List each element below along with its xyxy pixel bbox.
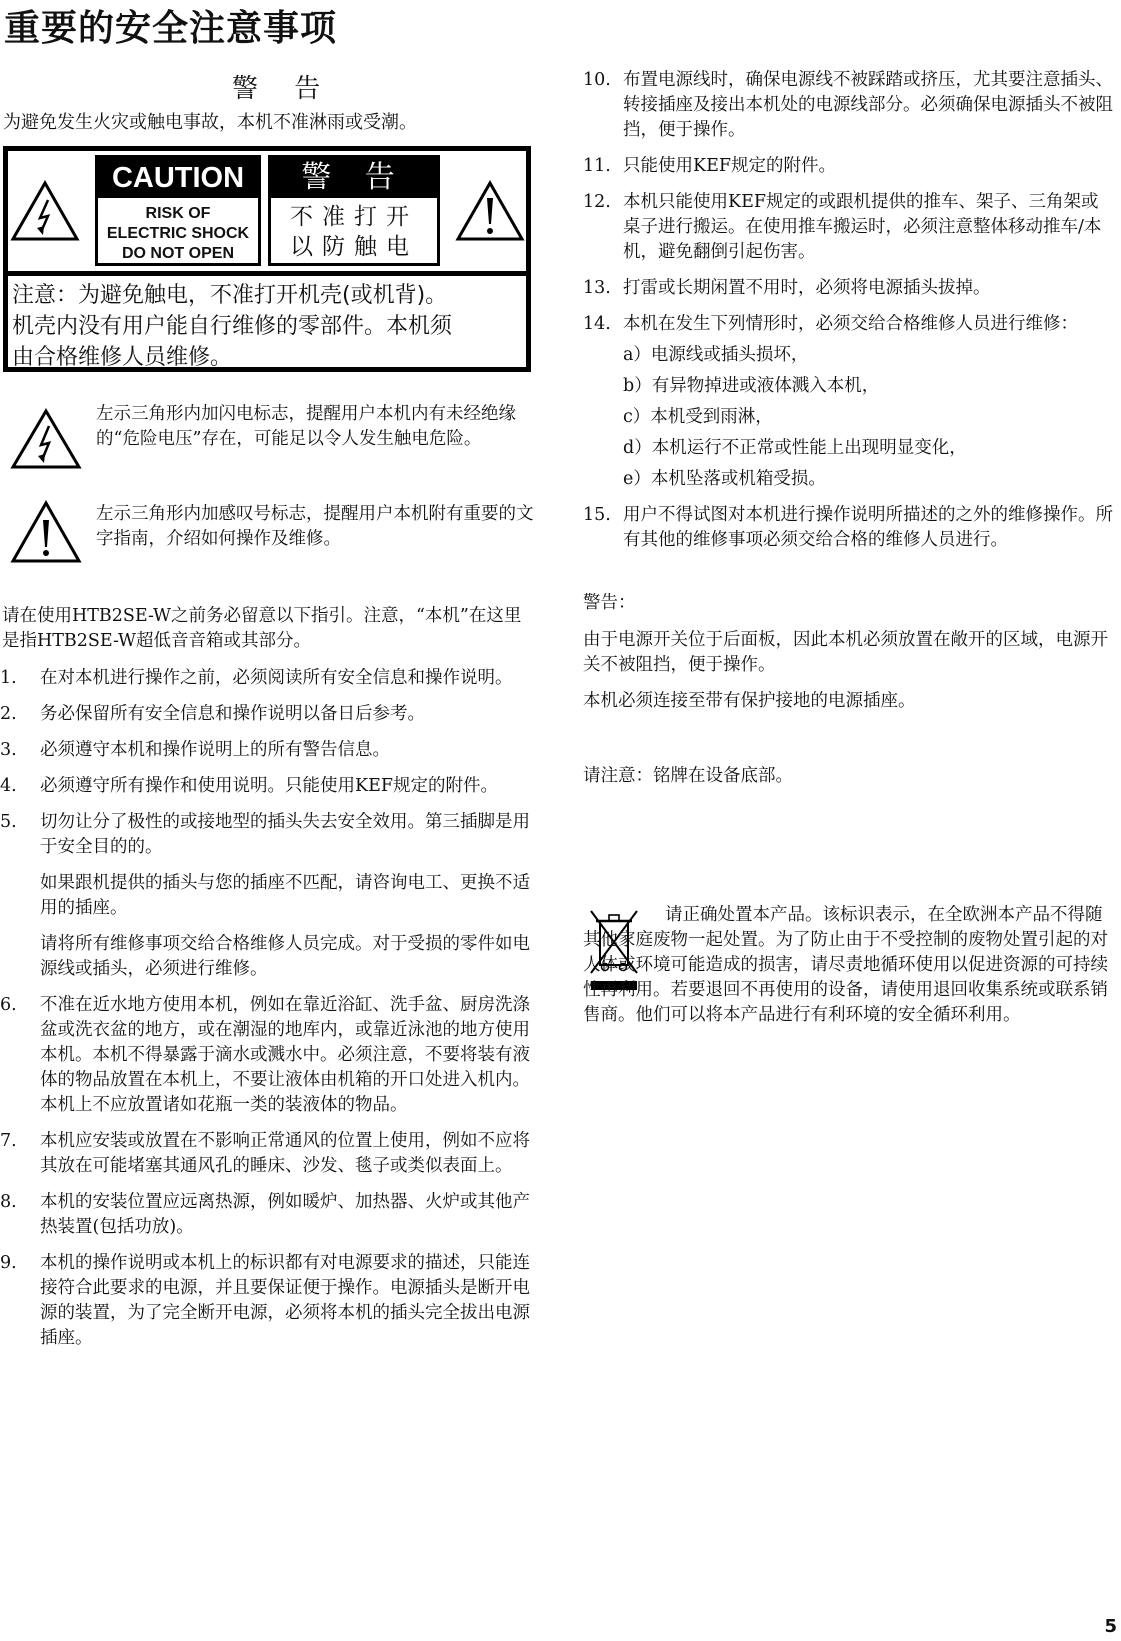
cn-warning-title: 警 告 [271, 158, 437, 198]
list-item [0, 666, 535, 691]
item-text: 必须遵守本机和操作说明上的所有警告信息。 [40, 740, 390, 760]
list-item [583, 190, 1113, 265]
item-text: 用户不得试图对本机进行操作说明所描述的之外的维修操作。所有其他的维修事项必须交给合格的维修人员进行。 [623, 505, 1113, 550]
left-column [0, 666, 535, 1362]
caution-divider [3, 271, 531, 276]
exclamation-symbol-text: 左示三角形内加感叹号标志，提醒用户本机附有重要的文字指南，介绍如何操作及维修。 [96, 504, 534, 549]
caution-label-title: CAUTION [98, 158, 258, 198]
list-item [583, 154, 1113, 179]
item-number: 2. [0, 704, 17, 724]
list-item [0, 1190, 535, 1240]
item-number: 4. [0, 776, 17, 796]
item-text: 本机应安装或放置在不影响正常通风的位置上使用，例如不应将其放在可能堵塞其通风孔的睡床、沙发、毯子或类似表面上。 [40, 1131, 530, 1176]
sub-item: a）电源线或插头损坏， [623, 345, 809, 365]
lightning-triangle-icon [10, 408, 82, 470]
caution-label [95, 155, 261, 266]
item-text: 本机只能使用KEF规定的或跟机提供的推车、架子、三角架或桌子进行搬运。在使用推车搬运时，必须注意整体移动推车/本机，避免翻倒引起伤害。 [623, 192, 1102, 262]
warning-heading: 警 告 [232, 74, 335, 104]
nameplate-note: 请注意：铭牌在设备底部。 [583, 766, 793, 786]
lightning-triangle-icon [10, 180, 80, 242]
intro-paragraph: 请在使用HTB2SE-W之前务必留意以下指引。注意，“本机”在这里是指HTB2SE-W超低音音箱或其部分。 [2, 606, 522, 651]
list-item [583, 312, 1113, 337]
exclamation-triangle-icon [455, 180, 525, 242]
item-number: 11. [583, 156, 611, 176]
item-text: 打雷或长期闲置不用时，必须将电源插头拔掉。 [623, 278, 991, 298]
list-item [0, 810, 535, 860]
list-item [0, 738, 535, 763]
sub-item: d）本机运行不正常或性能上出现明显变化， [623, 438, 967, 458]
cn-warning-line: 不准打开 [290, 204, 418, 230]
item-paragraph: 请将所有维修事项交给合格维修人员完成。对于受损的零件如电源线或插头，必须进行维修。 [40, 934, 530, 979]
sub-item: b）有异物掉进或液体溅入本机， [623, 376, 880, 396]
caution-note-line: 机壳内没有用户能自行维修的零部件。本机须 [12, 314, 453, 339]
warning-2-paragraph: 由于电源开关位于后面板，因此本机必须放置在敞开的区域，电源开关不被阻挡，便于操作。 [583, 630, 1108, 675]
list-item [583, 276, 1113, 301]
item-number: 12. [583, 192, 611, 212]
item-number: 6. [0, 995, 17, 1015]
page-number: 5 [1104, 1616, 1117, 1637]
item-number: 8. [0, 1192, 17, 1212]
warning-2-heading: 警告： [583, 593, 636, 613]
item-text: 切勿让分了极性的或接地型的插头失去安全效用。第三插脚是用于安全目的的。 [40, 812, 530, 857]
item-text: 不准在近水地方使用本机，例如在靠近浴缸、洗手盆、厨房洗涤盆或洗衣盆的地方，或在潮湿的地库内，或靠近泳池的地方使用本机。本机不得暴露于滴水或溅水中。必须注意，不要将装有液体的物品放置在本机上，不要让液体由机箱的开口处进入机内。本机上不应放置诸如花瓶一类的装液体的物品。 [40, 995, 530, 1115]
item-number: 14. [583, 314, 611, 334]
list-item [0, 774, 535, 799]
weee-disposal-text: 请正确处置本产品。该标识表示，在全欧洲本产品不得随其他家庭废物一起处置。为了防止由于不受控制的废物处置引起的对人体或环境可能造成的损害，请尽责地循环使用以促进资源的可持续性再利用。若要退回不再使用的设备，请使用退回收集系统或联系销售商。他们可以将本产品进行有利环境的安全循环利用。 [583, 905, 1108, 1025]
item-number: 5. [0, 812, 17, 832]
list-item [583, 503, 1113, 553]
list-item [0, 1129, 535, 1179]
list-item [0, 993, 535, 1118]
item-number: 1. [0, 668, 17, 688]
bolt-symbol-text: 左示三角形内加闪电标志，提醒用户本机内有未经绝缘的“危险电压”存在，可能足以令人发生触电危险。 [96, 404, 516, 449]
item-text: 必须遵守所有操作和使用说明。只能使用KEF规定的附件。 [40, 776, 498, 796]
item-text: 本机的安装位置应远离热源，例如暖炉、加热器、火炉或其他产热装置(包括功放)。 [40, 1192, 530, 1237]
item-number: 3. [0, 740, 17, 760]
item-text: 只能使用KEF规定的附件。 [623, 156, 836, 176]
caution-label-line: DO NOT OPEN [121, 245, 234, 262]
item-text: 在对本机进行操作之前，必须阅读所有安全信息和操作说明。 [40, 668, 513, 688]
item-number: 9. [0, 1253, 17, 1273]
item-number: 15. [583, 505, 611, 525]
exclamation-triangle-icon [10, 500, 82, 564]
cn-warning-line: 以防触电 [290, 234, 418, 260]
caution-label-line: ELECTRIC SHOCK [106, 225, 250, 242]
warning-2-paragraph: 本机必须连接至带有保护接地的电源插座。 [583, 691, 916, 711]
item-text: 务必保留所有安全信息和操作说明以备日后参考。 [40, 704, 425, 724]
sub-item: c）本机受到雨淋， [623, 407, 773, 427]
item-text: 本机的操作说明或本机上的标识都有对电源要求的描述，只能连接符合此要求的电源，并且要保证便于操作。电源插头是断开电源的装置，为了完全断开电源，必须将本机的插头完全拔出电源插座。 [40, 1253, 530, 1348]
list-item [583, 68, 1113, 143]
caution-label-line: RISK OF [145, 205, 211, 222]
item-number: 10. [583, 70, 611, 90]
page-title: 重要的安全注意事项 [4, 8, 338, 49]
caution-note [12, 280, 524, 373]
item-text: 本机在发生下列情形时，必须交给合格维修人员进行维修： [623, 314, 1078, 334]
list-item [0, 1251, 535, 1351]
item-paragraph: 如果跟机提供的插头与您的插座不匹配，请咨询电工、更换不适用的插座。 [40, 873, 530, 918]
sub-item: e）本机坠落或机箱受损。 [623, 469, 826, 489]
item-number: 13. [583, 278, 611, 298]
item-number: 7. [0, 1131, 17, 1151]
caution-note-line: 注意：为避免触电，不准打开机壳(或机背)。 [12, 283, 448, 308]
item-text: 布置电源线时，确保电源线不被踩踏或挤压，尤其要注意插头、转接插座及接出本机处的电源线部分。必须确保电源插头不被阻挡，便于操作。 [623, 70, 1113, 140]
right-column [583, 68, 1113, 800]
list-item [0, 702, 535, 727]
cn-warning-label [268, 155, 440, 266]
caution-note-line: 由合格维修人员维修。 [12, 345, 233, 370]
warning-line: 为避免发生火灾或触电事故，本机不准淋雨或受潮。 [3, 112, 417, 133]
